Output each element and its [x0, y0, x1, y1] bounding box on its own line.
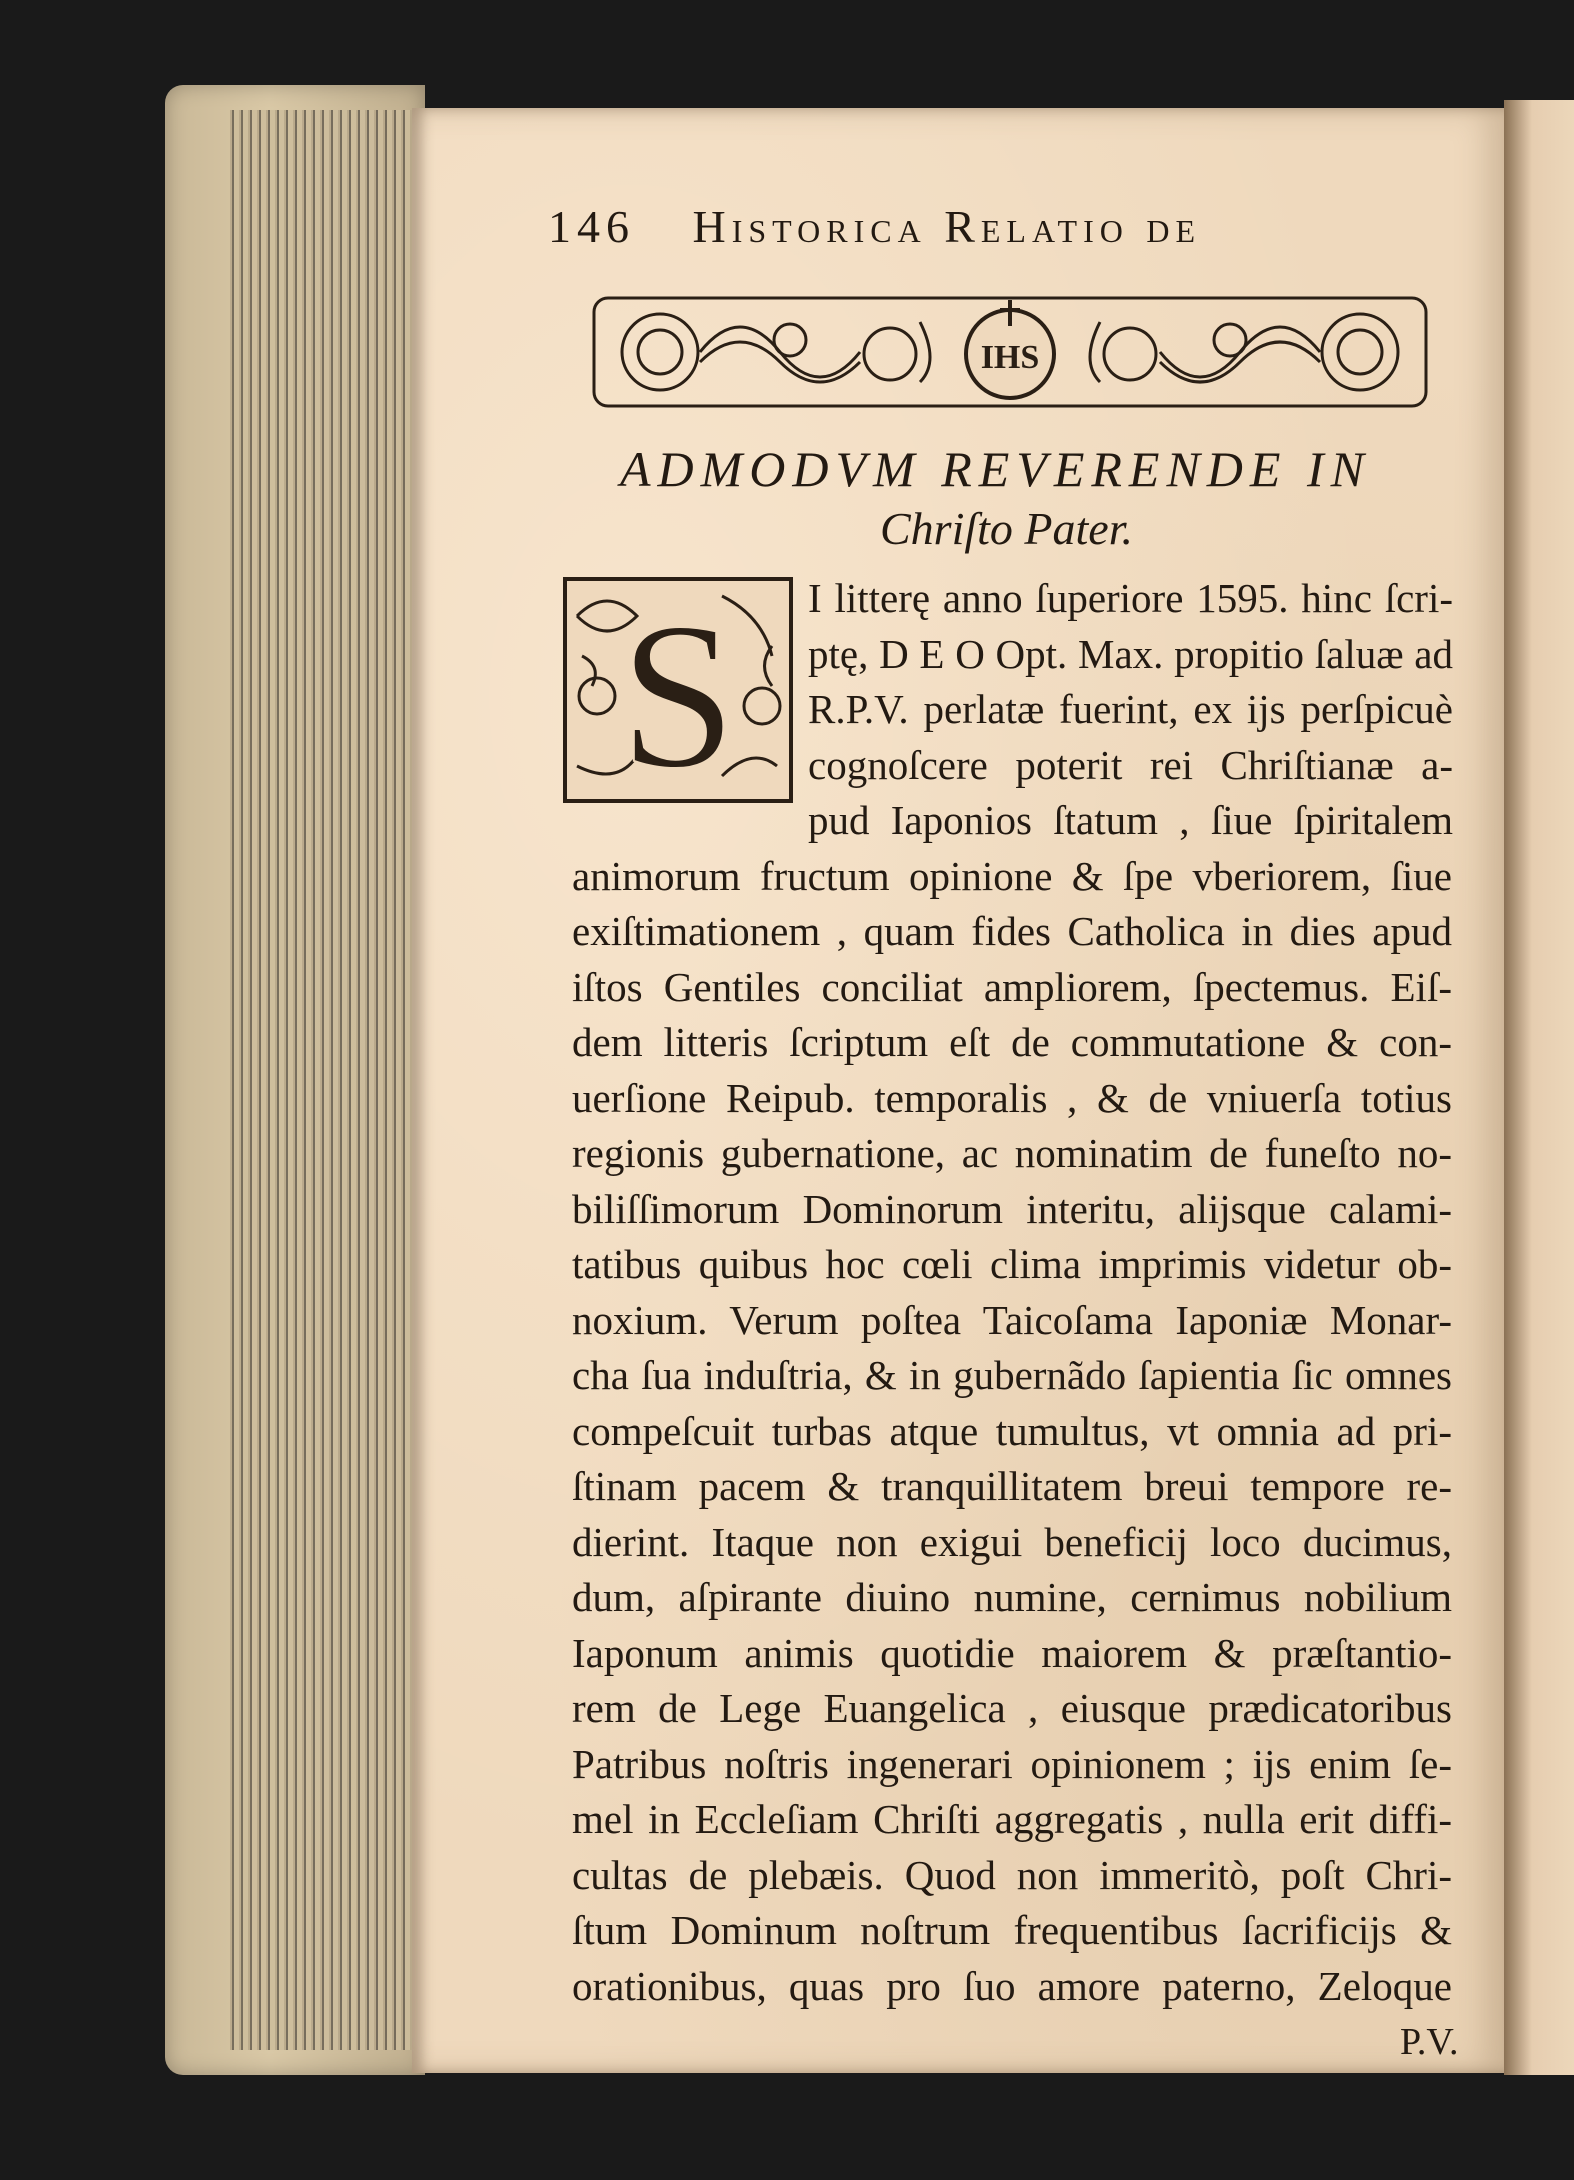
text-line: Patribus noſtris ingenerari opinionem ; ijs enim ſe-	[572, 1740, 1452, 1787]
text-line: tatibus quibus hoc cœli clima imprimis videtur ob-	[572, 1241, 1452, 1287]
text-line: rem de Lege Euangelica , eiusque prædicatoribus	[572, 1685, 1452, 1731]
heading-line-1: ADMODVM REVERENDE IN	[620, 441, 1371, 497]
text-line: ptę, D E O Opt. Max. propitio ſaluæ ad	[808, 630, 1453, 677]
text-line: cultas de plebæis. Quod non immeritò, poſt Chri-	[572, 1851, 1452, 1898]
running-title: Historica Relatio de	[692, 201, 1202, 252]
text-line: ſtum Dominum noſtrum frequentibus ſacrificijs &	[572, 1907, 1452, 1953]
text-line: I litterę anno ſuperiore 1595. hinc ſcri-	[808, 575, 1453, 621]
text-line: dem litteris ſcriptum eſt de commutatione & con-	[572, 1019, 1452, 1065]
text-line: pud Iaponios ſtatum , ſiue ſpiritalem	[808, 797, 1453, 843]
text-line: regionis gubernatione, ac nominatim de funeſto no-	[572, 1130, 1452, 1176]
page-number: 146	[548, 201, 635, 252]
catchword: P.V.	[1400, 2021, 1459, 2063]
text-line: orationibus, quas pro ſuo amore paterno, Zeloque	[572, 1962, 1452, 2009]
text-line: dum, aſpirante diuino numine, cernimus nobilium	[572, 1574, 1452, 1620]
text-line: cognoſcere poterit rei Chriſtianæ a-	[808, 741, 1453, 788]
text-line: exiſtimationem , quam fides Catholica in dies apud	[572, 908, 1452, 954]
text-line: R.P.V. perlatæ fuerint, ex ijs perſpicuè	[808, 686, 1453, 732]
text-line: noxium. Verum poſtea Taicoſama Iaponiæ Monar-	[572, 1296, 1452, 1343]
text-line: uerſione Reipub. temporalis , & de vniuerſa totius	[572, 1074, 1452, 1121]
text-line: cha ſua induſtria, & in gubernãdo ſapientia ſic omnes	[572, 1352, 1452, 1398]
text-line: mel in Eccleſiam Chriſti aggregatis , nulla erit diffi-	[572, 1796, 1452, 1842]
text-line: ſtinam pacem & tranquillitatem breui tempore re-	[572, 1463, 1452, 1509]
ihs-monogram: IHS	[980, 339, 1040, 376]
text-line: Iaponum animis quotidie maiorem & præſtantio-	[572, 1629, 1452, 1676]
text-line: biliſſimorum Dominorum interitu, alijsque calami-	[572, 1185, 1452, 1232]
ornament-band	[590, 292, 1430, 412]
facing-page-edge	[1504, 100, 1574, 2075]
running-header	[548, 200, 1368, 270]
text-line: animorum fructum opinione & ſpe vberiorem, ſiue	[572, 852, 1452, 899]
heading-line-2: Chriſto Pater.	[880, 503, 1134, 554]
page-stack	[230, 110, 420, 2050]
decorated-initial	[562, 576, 794, 804]
text-line: iſtos Gentiles conciliat ampliorem, ſpectemus. Eiſ-	[572, 963, 1452, 1010]
initial-letter: S	[619, 580, 737, 804]
text-line: compeſcuit turbas atque tumultus, vt omnia ad pri-	[572, 1407, 1452, 1454]
text-line: dierint. Itaque non exigui beneficij loco ducimus,	[572, 1518, 1452, 1565]
